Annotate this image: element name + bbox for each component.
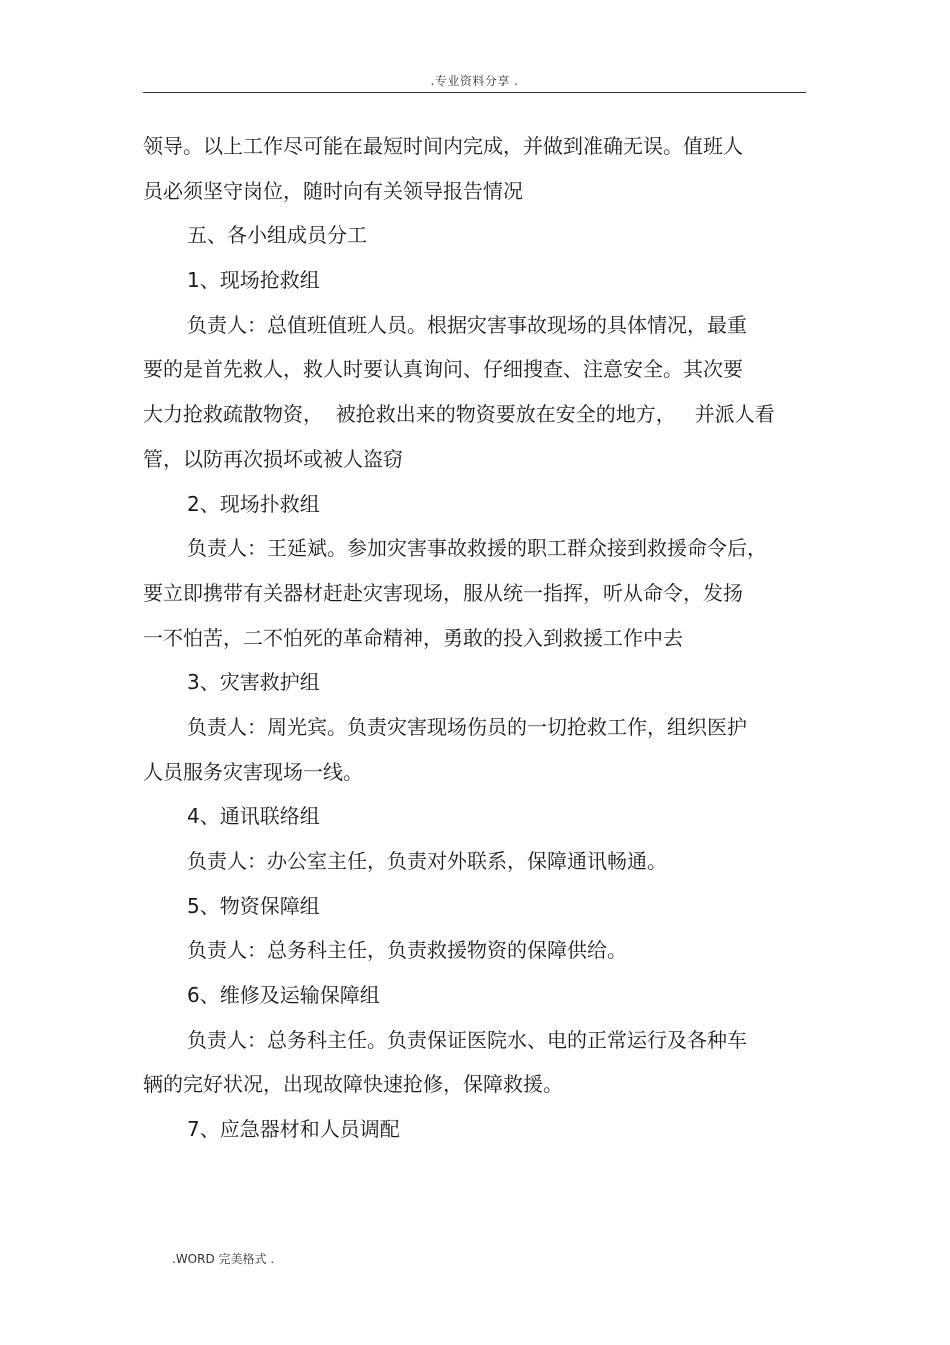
footer-text: .WORD 完美格式 . [172,1252,275,1266]
group-heading-1: 1、现场抢救组 [187,268,320,293]
text-line-17: 负责人：办公室主任，负责对外联系，保障通讯畅通。 [187,849,667,873]
text-line-6: 要的是首先救人，救人时要认真询问、仔细搜查、注意安全。其次要 [143,357,743,382]
document-body [143,128,813,1156]
text-line-12: 一不怕苦，二不怕死的革命精神，勇敢的投入到救援工作中去 [143,625,683,650]
group-heading-7: 7、应急器材和人员调配 [187,1117,400,1142]
group-heading-2: 2、现场扑救组 [187,491,320,516]
group-heading-6: 6、维修及运输保障组 [187,983,380,1008]
text-line-21: 负责人：总务科主任。负责保证医院水、电的正常运行及各种车 [187,1027,747,1052]
text-line-10: 负责人：王延斌。参加灾害事故救援的职工群众接到救援命令后， [187,536,767,561]
text-line-19: 负责人：总务科主任，负责救援物资的保障供给。 [187,938,627,963]
section-heading: 五、各小组成员分工 [187,223,367,248]
page-header [143,70,806,93]
text-line-15: 人员服务灾害现场一线。 [143,759,363,784]
group-heading-3: 3、灾害救护组 [187,670,320,695]
group-heading-5: 5、物资保障组 [187,893,320,918]
text-line-14: 负责人：周光宾。负责灾害现场伤员的一切抢救工作，组织医护 [187,714,747,739]
text-line-2: 员必须坚守岗位，随时向有关领导报告情况 [143,178,523,203]
page-footer [172,1250,274,1267]
text-line-11: 要立即携带有关器材赶赴灾害现场，服从统一指挥，听从命令，发扬 [143,580,743,605]
text-line-7: 大力抢救疏散物资， 被抢救出来的物资要放在安全的地方， 并派人看 [143,402,775,427]
header-text: .专业资料分享 . [430,74,519,88]
text-line-22: 辆的完好状况，出现故障快速抢修，保障救援。 [143,1072,563,1097]
text-line-8: 管，以防再次损坏或被人盗窃 [143,446,403,471]
text-line-1: 领导。以上工作尽可能在最短时间内完成，并做到准确无误。值班人 [143,134,743,158]
text-line-5: 负责人：总值班值班人员。根据灾害事故现场的具体情况，最重 [187,312,747,337]
group-heading-4: 4、通讯联络组 [187,804,320,829]
